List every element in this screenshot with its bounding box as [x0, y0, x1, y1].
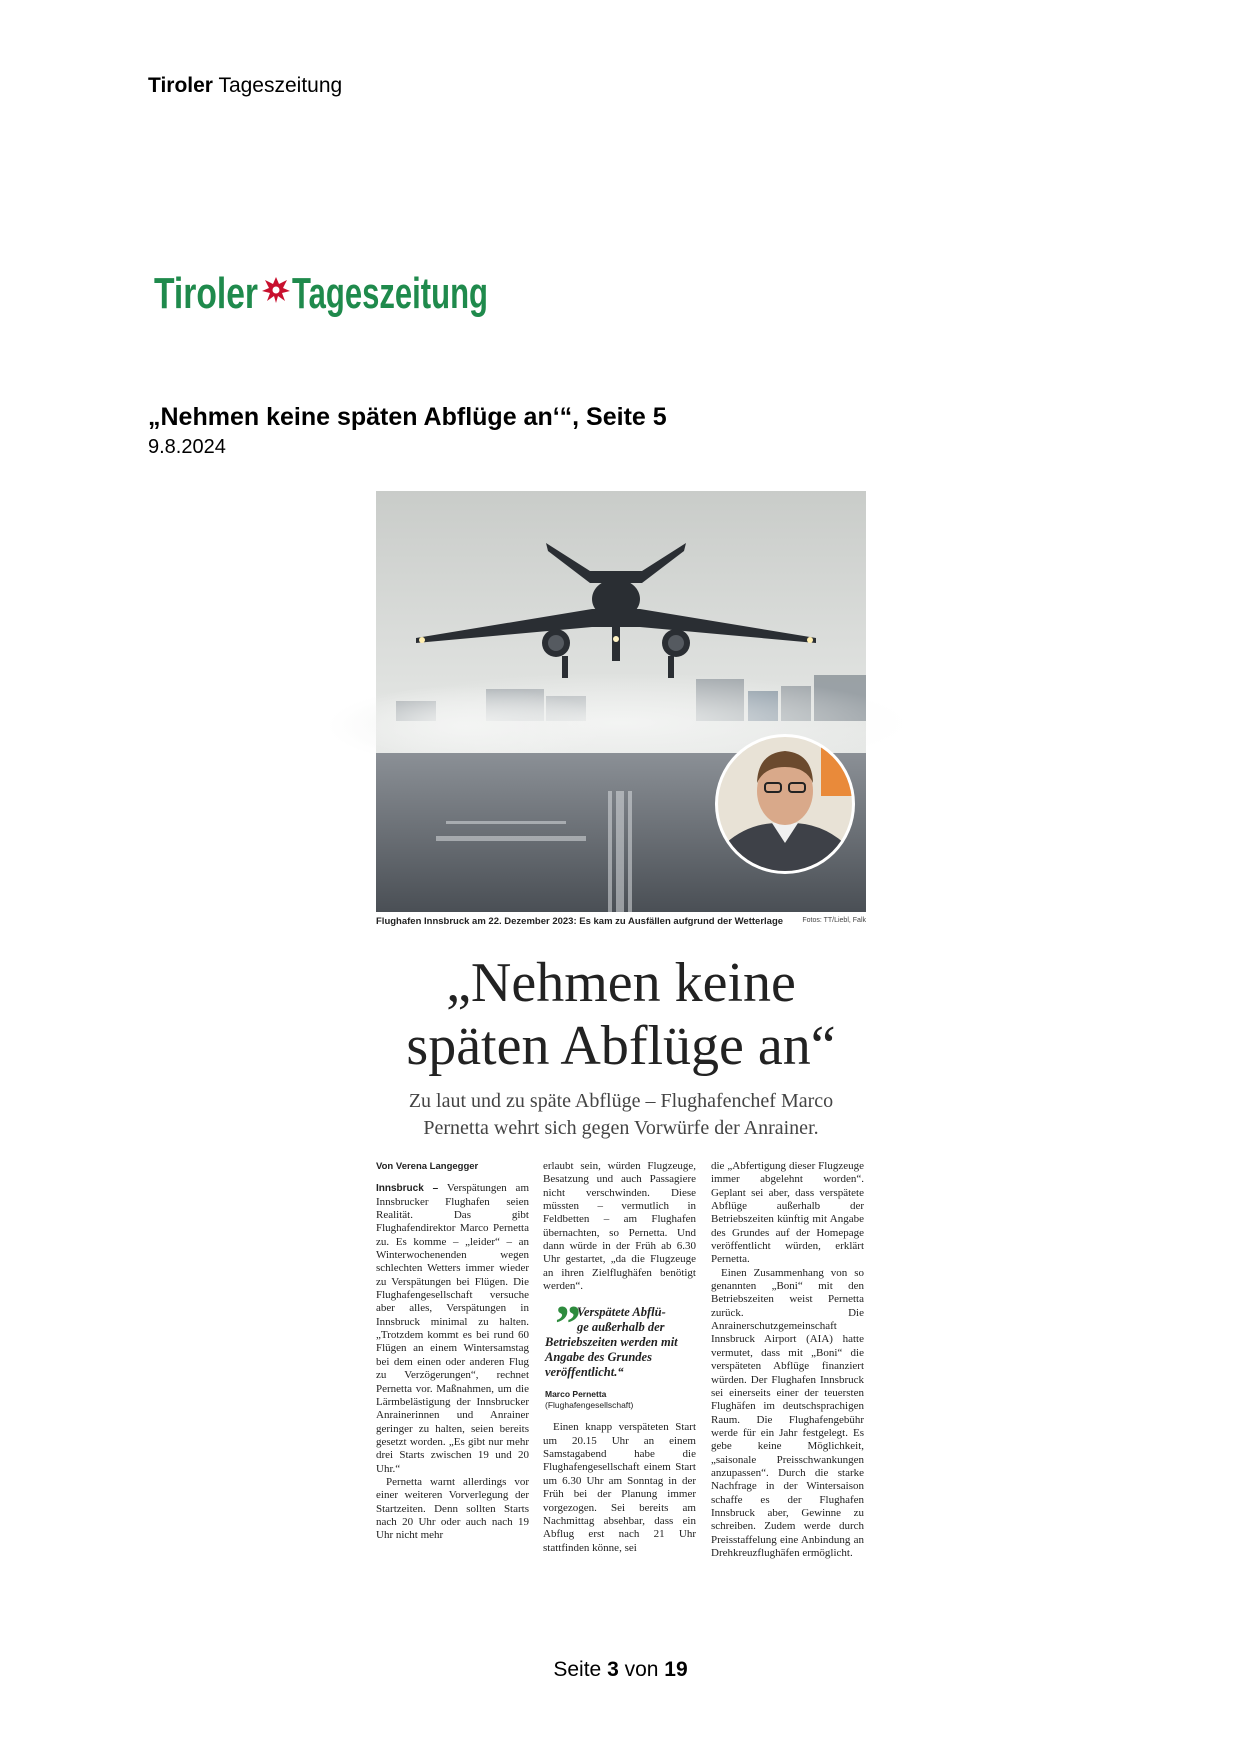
- header-brand-regular: Tageszeitung: [218, 74, 343, 97]
- article-dateline: Innsbruck –: [376, 1183, 439, 1195]
- photo-credit: Fotos: TT/Liebl, Falk: [802, 917, 866, 924]
- pull-quote-line-2: ge außerhalb der: [577, 1320, 665, 1335]
- article-column-1: [376, 1160, 529, 1543]
- headline-line-2: späten Abflüge an“: [406, 1015, 836, 1077]
- header-brand-bold: Tiroler: [148, 74, 213, 97]
- pull-quote-author: Marco Pernetta: [545, 1389, 607, 1400]
- page-header: [148, 74, 342, 98]
- article-headline: [376, 952, 866, 1078]
- airplane-takeoff-photo: [376, 491, 866, 912]
- footer-prefix: Seite: [553, 1658, 608, 1681]
- clip-date: 9.8.2024: [148, 436, 226, 458]
- logo-text-right: Tageszeitung: [292, 268, 488, 318]
- clip-title: „Nehmen keine späten Abflüge an‘“, Seite 5: [148, 403, 667, 431]
- photo-caption: [376, 916, 866, 930]
- footer-middle: von: [618, 1658, 665, 1681]
- article-column-2: [543, 1160, 696, 1555]
- column-2-paragraph-2: Einen knapp verspäteten Start um 20.15 Uhr an einem Samstagabend habe die Flughafengesellschaft einem Start um 6.30 Uhr am Sonntag in der Früh bei der Planung immer vorgezogen. Sei bereits am Nachmittag absehbar, dass ein Abflug erst nach 21 Uhr stattfinden könne, sei: [543, 1421, 696, 1554]
- column-1-paragraph-2: Pernetta warnt allerdings vor einer weiteren Vorverlegung der Startzeiten. Denn sollten Starts nach 20 Uhr oder auch nach 19 Uhr nicht mehr: [376, 1475, 529, 1542]
- pull-quote-line-1: Verspätete Abflü-: [577, 1305, 666, 1320]
- pull-quote-rest: Betriebszeiten werden mit Angabe des Grundes veröffentlicht.“: [545, 1335, 678, 1380]
- article-subhead: [376, 1088, 866, 1142]
- column-2-paragraph-1: erlaubt sein, würden Flugzeuge, Besatzung und auch Passagiere nicht verschwinden. Diese müssten – vermutlich in Feldbetten – am Flughafen übernachten, so Pernetta. Und dann würde in der Früh ab 6.30 Uhr gestartet, „da die Flugzeuge an ihren Zielflughäfen benötigt werden“.: [543, 1160, 696, 1293]
- newspaper-logo: [154, 262, 494, 320]
- pull-quote: [543, 1296, 696, 1411]
- quote-mark-icon: ”: [555, 1296, 581, 1354]
- article-column-3: [711, 1160, 864, 1560]
- article-byline: Von Verena Langegger: [376, 1161, 479, 1172]
- subhead-line-1: Zu laut und zu späte Abflüge – Flughafenchef Marco: [408, 1090, 834, 1112]
- footer-total-pages: 19: [664, 1658, 688, 1681]
- footer-current-page: 3: [607, 1658, 619, 1681]
- headline-line-1: „Nehmen keine: [446, 952, 796, 1014]
- column-3-paragraph-2: Einen Zusammenhang von so genannten „Boni“ mit den Betriebszeiten weist Pernetta zurück. Die Anrainerschutzgemeinschaft Innsbruck Airport (AIA) hatte vermutet, dass mit „Boni“ die verspäteten Abflüge finanziert würden. Der Flughafen Innsbruck sei einerseits einer der teuersten Flughäfen im deutschsprachigen Raum. Die Flughafengebühr werde für ein Jahr festgelegt. Es gebe keine Möglichkeit, „saisonale Preisschwankungen anzupassen“. Durch die starke Nachfrage in der Wintersaison schaffe es der Flughafen Innsbruck aber, Gewinne zu schreiben. Zudem werde durch Preisstaffelung eine Anbindung an Drehkreuzflughäfen ermöglicht.: [711, 1266, 864, 1559]
- column-1-paragraph-1-text: Verspätungen am Innsbrucker Flughafen seien Realität. Das gibt Flughafendirektor Marco Pernetta zu. Es komme – „leider“ – an Winterwochenenden wegen schlechten Wetters immer wieder zu Verspätungen bei Flügen. Die Flughafengesellschaft versuche aber alles, Verspätungen in Innsbruck minimal zu halten. „Trotzdem kommt es bei rund 60 Flügen an einem Wintersamstag bei dem einen oder anderen Flug zu Verzögerungen“, rechnet Pernetta vor. Maßnahmen, um die Lärmbelästigung der Innsbrucker Anrainerinnen und Anrainer geringer zu halten, seien bereits gesetzt worden. „Es gibt nur mehr drei Starts zwischen 19 und 20 Uhr.“: [376, 1182, 529, 1475]
- column-1-paragraph-1: [376, 1182, 529, 1476]
- column-3-paragraph-1: die „Abfertigung dieser Flugzeuge immer abgelehnt worden“. Geplant sei aber, dass verspätete Abflüge außerhalb der Betriebszeiten künftig mit Angabe des Grundes auf der Homepage veröffentlicht würden, erklärt Pernetta.: [711, 1160, 864, 1266]
- eagle-icon: [262, 277, 290, 303]
- logo-text-left: Tiroler: [154, 268, 258, 318]
- page-footer: [0, 1658, 1241, 1682]
- pull-quote-role: (Flughafengesellschaft): [545, 1400, 634, 1411]
- subhead-line-2: Pernetta wehrt sich gegen Vorwürfe der Anrainer.: [423, 1117, 819, 1139]
- caption-text: Flughafen Innsbruck am 22. Dezember 2023: Es kam zu Ausfällen aufgrund der Wetterlage: [376, 916, 784, 927]
